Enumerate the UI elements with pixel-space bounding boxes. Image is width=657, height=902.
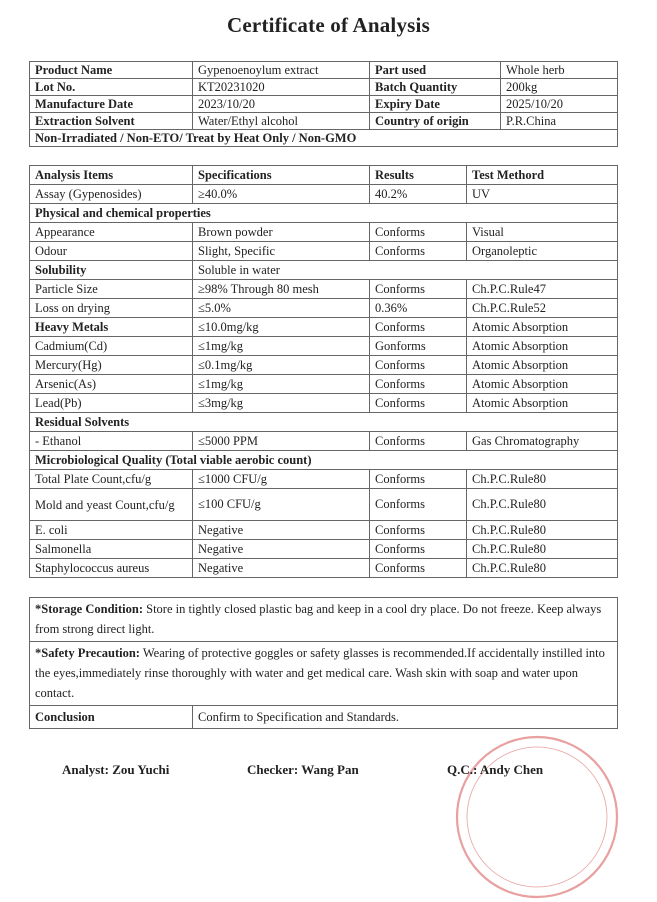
item-cell: Arsenic(As) (30, 375, 193, 394)
conclusion-label: Conclusion (30, 706, 193, 729)
batch-quantity-label: Batch Quantity (370, 79, 501, 96)
method-cell: Ch.P.C.Rule47 (467, 280, 618, 299)
table-row (30, 337, 618, 356)
table-row (30, 470, 618, 489)
item-cell: Appearance (30, 223, 193, 242)
analysis-table (29, 165, 618, 578)
expiry-date-value: 2025/10/20 (501, 96, 618, 113)
spec-cell: ≤3mg/kg (193, 394, 370, 413)
item-cell: Solubility (30, 261, 193, 280)
physical-heading: Physical and chemical properties (30, 204, 618, 223)
result-cell: Conforms (370, 375, 467, 394)
result-cell: Conforms (370, 242, 467, 261)
table-row (30, 540, 618, 559)
spec-cell: Soluble in water (193, 261, 618, 280)
table-row (30, 299, 618, 318)
spec-cell: Negative (193, 540, 370, 559)
manufacture-date-value: 2023/10/20 (193, 96, 370, 113)
table-row (30, 521, 618, 540)
item-cell: Cadmium(Cd) (30, 337, 193, 356)
manufacture-date-label: Manufacture Date (30, 96, 193, 113)
spec-cell: ≤5.0% (193, 299, 370, 318)
section-row (30, 204, 618, 223)
item-cell: Total Plate Count,cfu/g (30, 470, 193, 489)
table-row (30, 489, 618, 521)
section-row (30, 413, 618, 432)
country-value: P.R.China (501, 113, 618, 130)
table-row (30, 432, 618, 451)
result-cell: 40.2% (370, 185, 467, 204)
spec-cell: ≥98% Through 80 mesh (193, 280, 370, 299)
item-cell: Staphylococcus aureus (30, 559, 193, 578)
notes-table (29, 597, 618, 729)
conclusion-row (30, 706, 618, 729)
expiry-date-label: Expiry Date (370, 96, 501, 113)
spec-cell: ≤0.1mg/kg (193, 356, 370, 375)
item-cell: Odour (30, 242, 193, 261)
method-cell: Ch.P.C.Rule52 (467, 299, 618, 318)
analyst-signature: Analyst: Zou Yuchi (62, 762, 170, 777)
method-cell: Atomic Absorption (467, 318, 618, 337)
lot-no-value: KT20231020 (193, 79, 370, 96)
table-row (30, 185, 618, 204)
table-header-row (30, 166, 618, 185)
item-cell: Loss on drying (30, 299, 193, 318)
header-test-method: Test Methord (467, 166, 618, 185)
table-row (30, 113, 618, 130)
item-cell: Particle Size (30, 280, 193, 299)
result-cell: Conforms (370, 432, 467, 451)
residual-heading: Residual Solvents (30, 413, 618, 432)
method-cell: Atomic Absorption (467, 375, 618, 394)
table-row (30, 96, 618, 113)
table-row (30, 375, 618, 394)
table-row (30, 356, 618, 375)
lot-no-label: Lot No. (30, 79, 193, 96)
result-cell: Conforms (370, 521, 467, 540)
safety-precaution (30, 642, 618, 706)
company-seal-stamp (452, 732, 622, 902)
spec-cell: Negative (193, 559, 370, 578)
method-cell: Ch.P.C.Rule80 (467, 521, 618, 540)
spec-cell: ≤1mg/kg (193, 375, 370, 394)
item-cell: Heavy Metals (30, 318, 193, 337)
method-cell: Atomic Absorption (467, 394, 618, 413)
table-row (30, 261, 618, 280)
header-results: Results (370, 166, 467, 185)
table-row (30, 318, 618, 337)
method-cell: Gas Chromatography (467, 432, 618, 451)
batch-quantity-value: 200kg (501, 79, 618, 96)
method-cell: Ch.P.C.Rule80 (467, 540, 618, 559)
table-row (30, 130, 618, 147)
part-used-label: Part used (370, 62, 501, 79)
document-title: Certificate of Analysis (227, 13, 430, 37)
spec-cell: ≤1000 CFU/g (193, 470, 370, 489)
table-row (30, 242, 618, 261)
spec-cell: ≤1mg/kg (193, 337, 370, 356)
spec-cell: ≤10.0mg/kg (193, 318, 370, 337)
micro-heading: Microbiological Quality (Total viable aerobic count) (30, 451, 618, 470)
item-cell: - Ethanol (30, 432, 193, 451)
result-cell: Conforms (370, 280, 467, 299)
spec-cell: ≤5000 PPM (193, 432, 370, 451)
safety-text: Wearing of protective goggles or safety glasses is recommended.If accidentally instilled into the eyes,immediately rinse thoroughly with water and get medical care. Wash skin with soap and water upon contact. (35, 646, 605, 700)
item-cell: Salmonella (30, 540, 193, 559)
header-analysis-items: Analysis Items (30, 166, 193, 185)
table-row (30, 62, 618, 79)
table-row (30, 223, 618, 242)
safety-row (30, 642, 618, 706)
storage-label: *Storage Condition: (35, 602, 143, 616)
result-cell: Gonforms (370, 337, 467, 356)
method-cell: Visual (467, 223, 618, 242)
item-cell: Assay (Gypenosides) (30, 185, 193, 204)
part-used-value: Whole herb (501, 62, 618, 79)
spec-cell: Brown powder (193, 223, 370, 242)
result-cell: 0.36% (370, 299, 467, 318)
result-cell: Conforms (370, 470, 467, 489)
result-cell: Conforms (370, 223, 467, 242)
item-cell: Mold and yeast Count,cfu/g (30, 489, 193, 521)
qc-signature: Q.C.: Andy Chen (447, 762, 544, 777)
header-specifications: Specifications (193, 166, 370, 185)
table-row (30, 79, 618, 96)
result-cell: Conforms (370, 540, 467, 559)
extraction-solvent-label: Extraction Solvent (30, 113, 193, 130)
extraction-solvent-value: Water/Ethyl alcohol (193, 113, 370, 130)
conclusion-text: Confirm to Specification and Standards. (193, 706, 618, 729)
result-cell: Conforms (370, 394, 467, 413)
product-name-value: Gypenoenoylum extract (193, 62, 370, 79)
item-cell: E. coli (30, 521, 193, 540)
treatment-note: Non-Irradiated / Non-ETO/ Treat by Heat Only / Non-GMO (30, 130, 618, 147)
table-row (30, 394, 618, 413)
result-cell: Conforms (370, 318, 467, 337)
storage-text: Store in tightly closed plastic bag and keep in a cool dry place. Do not freeze. Keep always from strong direct light. (35, 602, 602, 636)
safety-label: *Safety Precaution: (35, 646, 140, 660)
spec-cell: Slight, Specific (193, 242, 370, 261)
method-cell: Atomic Absorption (467, 337, 618, 356)
method-cell: Ch.P.C.Rule80 (467, 470, 618, 489)
table-row (30, 280, 618, 299)
storage-condition (30, 598, 618, 642)
table-row (30, 559, 618, 578)
storage-row (30, 598, 618, 642)
result-cell: Conforms (370, 356, 467, 375)
result-cell: Conforms (370, 489, 467, 521)
result-cell: Conforms (370, 559, 467, 578)
product-info-table (29, 61, 618, 147)
section-row (30, 451, 618, 470)
item-cell: Mercury(Hg) (30, 356, 193, 375)
method-cell: UV (467, 185, 618, 204)
method-cell: Organoleptic (467, 242, 618, 261)
method-cell: Atomic Absorption (467, 356, 618, 375)
method-cell: Ch.P.C.Rule80 (467, 489, 618, 521)
country-label: Country of origin (370, 113, 501, 130)
spec-cell: ≤100 CFU/g (193, 489, 370, 521)
method-cell: Ch.P.C.Rule80 (467, 559, 618, 578)
spec-cell: ≥40.0% (193, 185, 370, 204)
product-name-label: Product Name (30, 62, 193, 79)
spec-cell: Negative (193, 521, 370, 540)
checker-signature: Checker: Wang Pan (247, 762, 359, 777)
item-cell: Lead(Pb) (30, 394, 193, 413)
